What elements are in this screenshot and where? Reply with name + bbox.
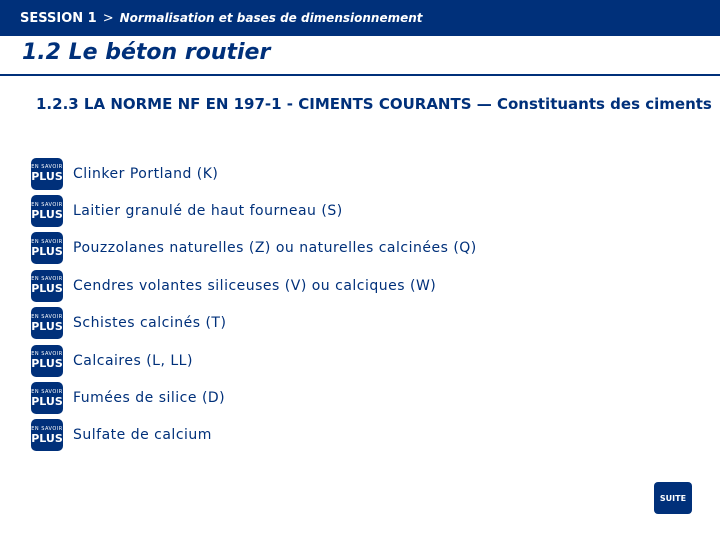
item-label: Calcaires (L, LL) xyxy=(73,352,193,369)
item-label: Clinker Portland (K) xyxy=(73,165,219,182)
en-savoir-plus-button[interactable] xyxy=(31,232,63,264)
list-item xyxy=(31,230,711,267)
list-item xyxy=(31,192,711,229)
session-subtitle: Normalisation et bases de dimensionnement xyxy=(119,11,423,25)
list-item xyxy=(31,155,711,192)
en-savoir-plus-button[interactable] xyxy=(31,345,63,377)
badge-bottom-text: PLUS xyxy=(31,357,63,371)
badge-bottom-text: PLUS xyxy=(31,319,63,333)
list-item xyxy=(31,417,711,454)
en-savoir-plus-button[interactable] xyxy=(31,158,63,190)
item-label: Schistes calcinés (T) xyxy=(73,315,227,332)
en-savoir-plus-button[interactable] xyxy=(31,270,63,302)
en-savoir-plus-button[interactable] xyxy=(31,195,63,227)
badge-top-text: EN SAVOIR xyxy=(31,201,63,208)
badge-top-text: EN SAVOIR xyxy=(31,425,63,432)
badge-bottom-text: PLUS xyxy=(31,431,63,445)
next-button[interactable]: SUITE xyxy=(654,482,692,514)
en-savoir-plus-button[interactable] xyxy=(31,419,63,451)
header-bar xyxy=(0,0,720,36)
list-item xyxy=(31,379,711,416)
list-item xyxy=(31,342,711,379)
item-label: Sulfate de calcium xyxy=(73,427,212,444)
title-divider xyxy=(0,74,720,76)
badge-bottom-text: PLUS xyxy=(31,170,63,184)
en-savoir-plus-button[interactable] xyxy=(31,307,63,339)
breadcrumb-separator: > xyxy=(102,10,114,26)
list-item xyxy=(31,305,711,342)
badge-top-text: EN SAVOIR xyxy=(31,313,63,320)
item-label: Laitier granulé de haut fourneau (S) xyxy=(73,203,343,220)
badge-bottom-text: PLUS xyxy=(31,244,63,258)
item-label: Fumées de silice (D) xyxy=(73,390,226,407)
item-label: Cendres volantes siliceuses (V) ou calciques (W) xyxy=(73,277,437,294)
badge-bottom-text: PLUS xyxy=(31,207,63,221)
badge-top-text: EN SAVOIR xyxy=(31,164,63,171)
badge-top-text: EN SAVOIR xyxy=(31,388,63,395)
session-label: SESSION 1 xyxy=(20,10,97,26)
page-title: 1.2 Le béton routier xyxy=(22,40,271,65)
item-label: Pouzzolanes naturelles (Z) ou naturelles calcinées (Q) xyxy=(73,240,477,257)
badge-top-text: EN SAVOIR xyxy=(31,238,63,245)
section-heading: 1.2.3 LA NORME NF EN 197-1 - CIMENTS COURANTS — Constituants des ciments xyxy=(36,95,712,113)
constituents-list xyxy=(31,155,711,454)
badge-top-text: EN SAVOIR xyxy=(31,276,63,283)
badge-top-text: EN SAVOIR xyxy=(31,351,63,358)
badge-bottom-text: PLUS xyxy=(31,394,63,408)
badge-bottom-text: PLUS xyxy=(31,282,63,296)
en-savoir-plus-button[interactable] xyxy=(31,382,63,414)
list-item xyxy=(31,267,711,304)
